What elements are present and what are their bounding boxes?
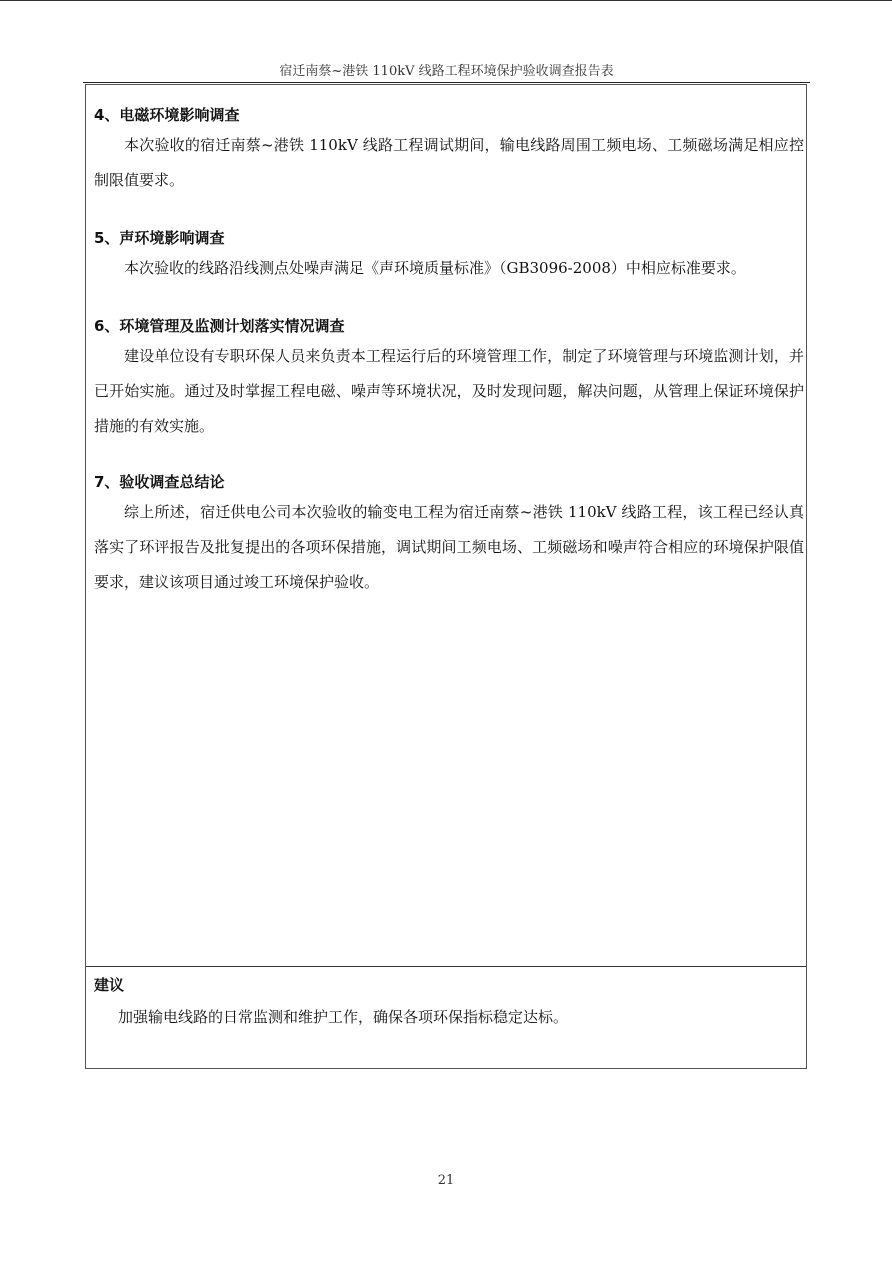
advice-body: 加强输电线路的日常监测和维护工作，确保各项环保指标稳定达标。: [118, 1008, 569, 1026]
section-body: 综上所述，宿迁供电公司本次验收的输变电工程为宿迁南蔡~港铁 110kV 线路工程，该工程已经认真落实了环评报告及批复提出的各项环保措施，调试期间工频电场、工频磁场和噪声符合相应的环境保护限值要求，建议该项目通过竣工环境保护验收。: [94, 503, 804, 591]
section-management: [94, 316, 804, 444]
header-rule: [83, 82, 810, 83]
section-acoustic: [94, 228, 804, 286]
report-table: [85, 84, 807, 1069]
page-header-title: 宿迁南蔡~港铁 110kV 线路工程环境保护验收调查报告表: [279, 64, 614, 79]
survey-results-cell: [86, 85, 806, 967]
top-page-rule: [0, 0, 892, 1]
section-electromagnetic: [94, 105, 804, 198]
page-number: 21: [437, 1173, 455, 1188]
section-heading: 4、电磁环境影响调查: [94, 106, 240, 124]
advice-heading: 建议: [94, 976, 125, 994]
section-body: 本次验收的宿迁南蔡~港铁 110kV 线路工程调试期间，输电线路周围工频电场、工频磁场满足相应控制限值要求。: [94, 136, 804, 189]
section-body: 建设单位设有专职环保人员来负责本工程运行后的环境管理工作，制定了环境管理与环境监测计划，并已开始实施。通过及时掌握工程电磁、噪声等环境状况，及时发现问题，解决问题，从管理上保证环境保护措施的有效实施。: [94, 347, 804, 435]
section-heading: 5、声环境影响调查: [94, 229, 225, 247]
section-heading: 7、验收调查总结论: [94, 473, 225, 491]
advice-cell: [86, 967, 806, 1068]
section-conclusion: [94, 472, 804, 600]
section-heading: 6、环境管理及监测计划落实情况调查: [94, 317, 345, 335]
section-body: 本次验收的线路沿线测点处噪声满足《声环境质量标准》（GB3096-2008）中相应标准要求。: [124, 259, 746, 277]
